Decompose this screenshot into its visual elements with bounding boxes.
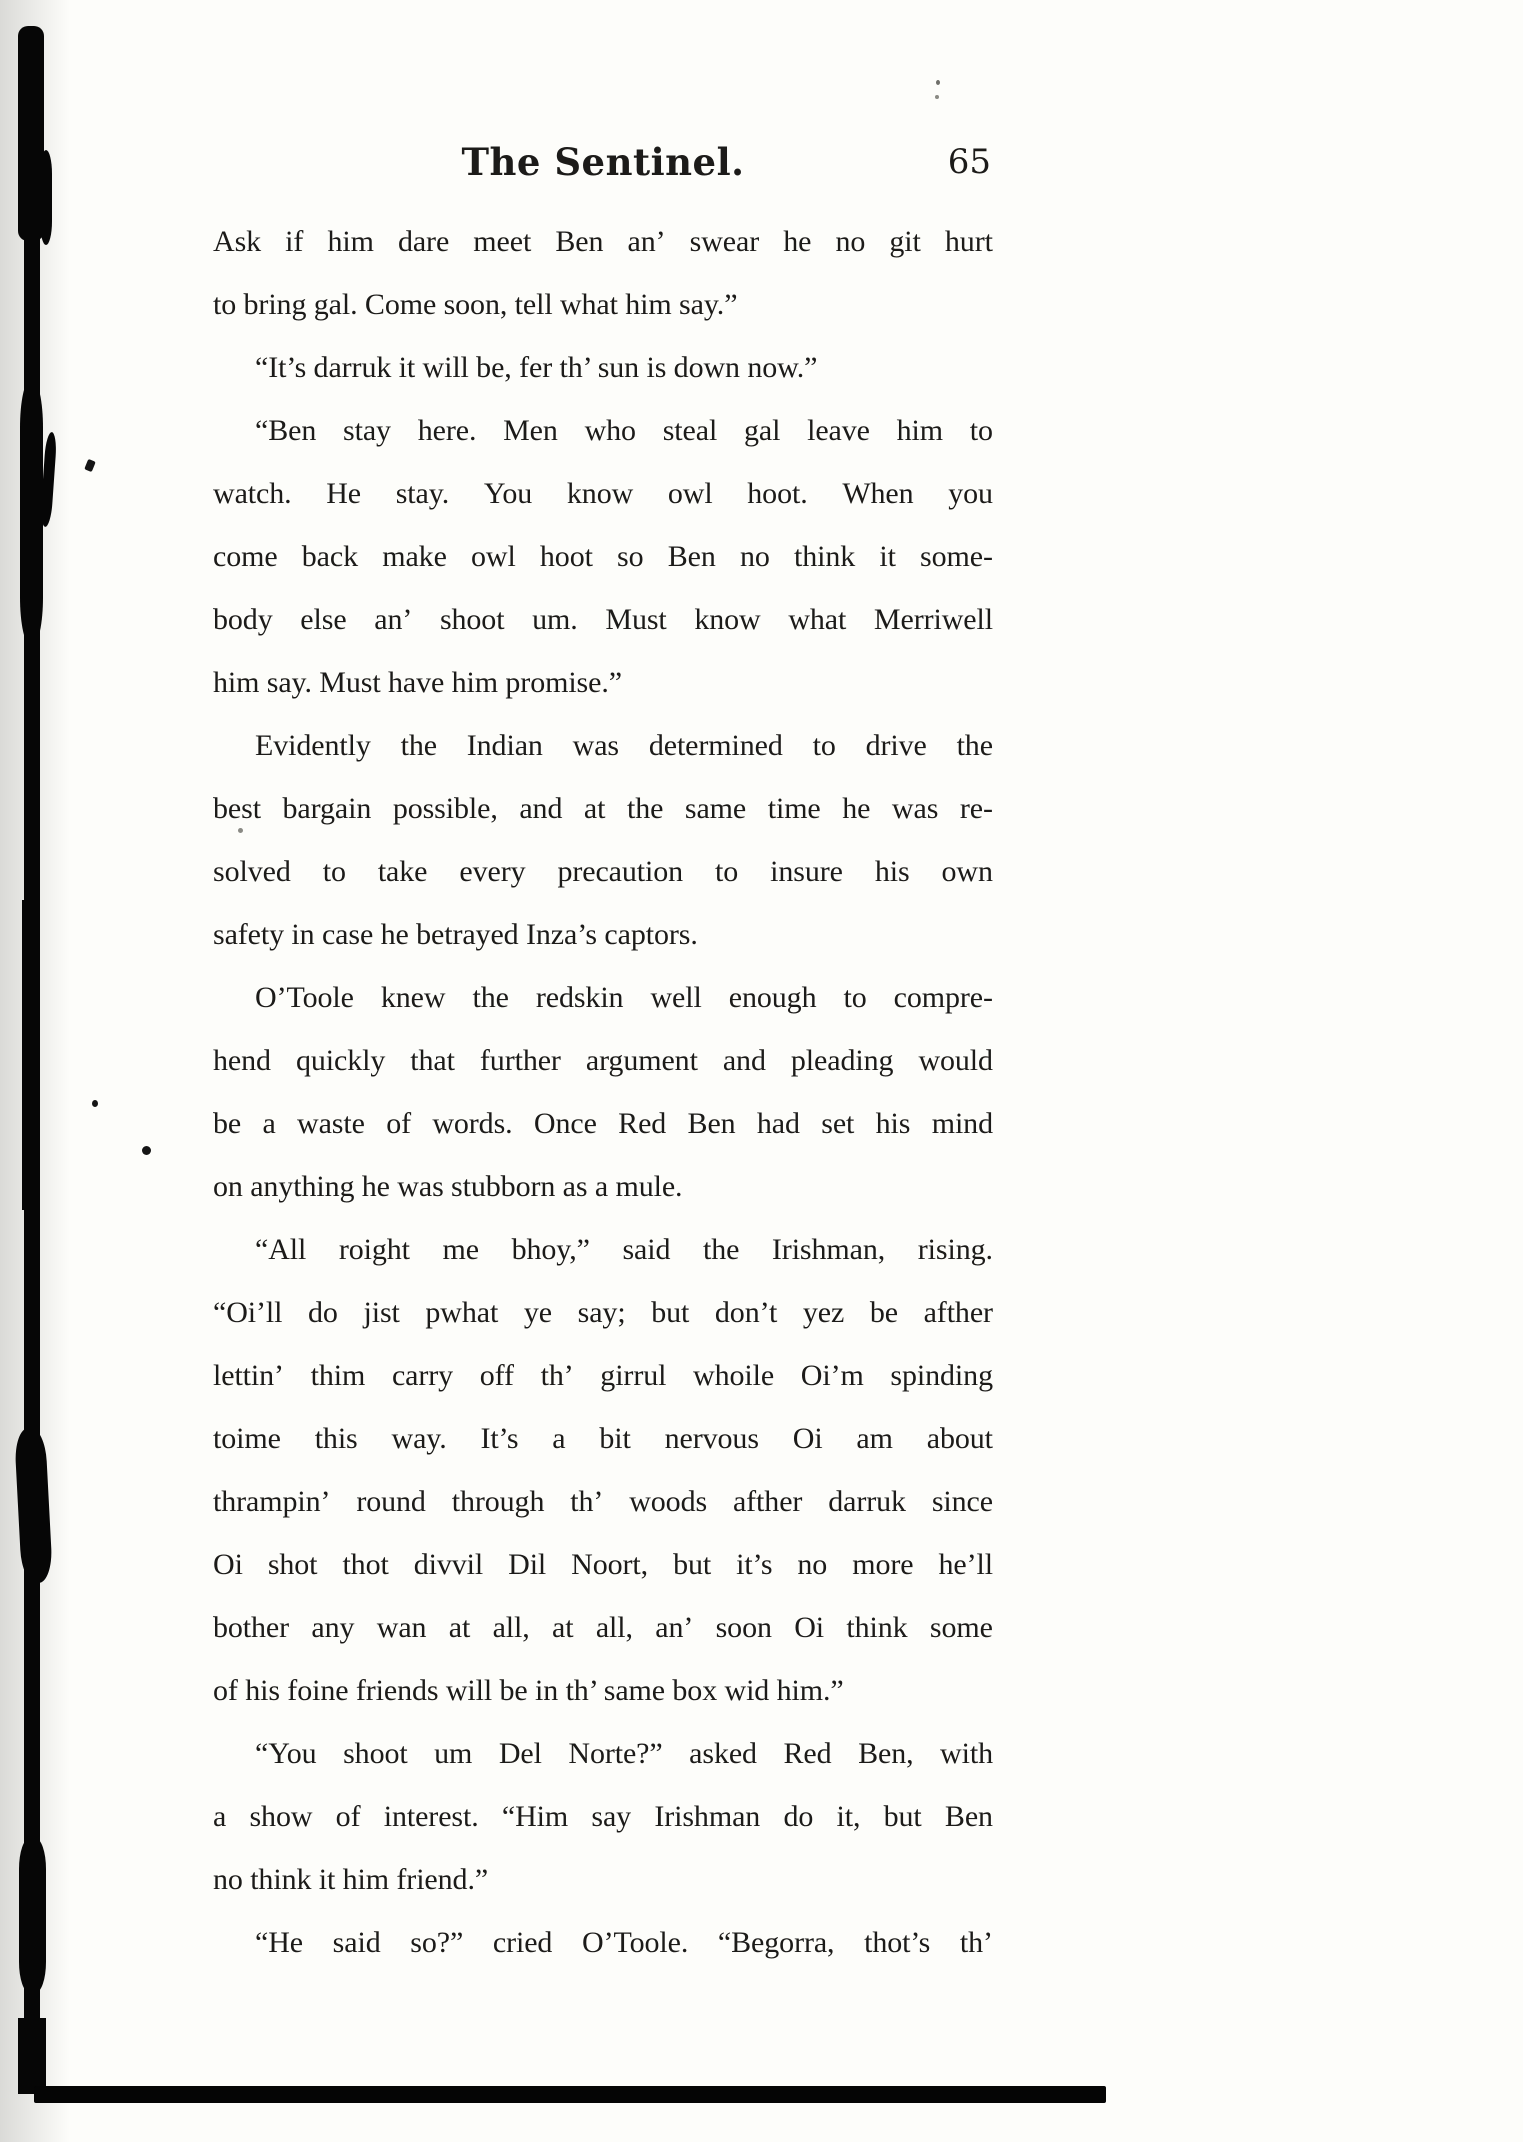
text-word: a: [213, 1800, 227, 1833]
text-word: drive: [865, 729, 927, 762]
scan-ink-blob: [20, 380, 43, 645]
scan-ink-strip: [22, 900, 36, 1210]
text-word: to: [715, 855, 739, 888]
text-word: say: [591, 1800, 632, 1833]
text-word: shot: [267, 1548, 318, 1581]
text-word: Ben: [667, 540, 716, 573]
text-word: argument: [585, 1044, 698, 1077]
text-word: some-: [920, 540, 993, 573]
text-word: you: [948, 477, 993, 510]
text-word: shoot: [439, 603, 505, 636]
text-line: [213, 1533, 993, 1596]
text-word: um: [434, 1737, 473, 1770]
text-word: but: [673, 1548, 712, 1581]
text-word: thrampin’: [213, 1485, 331, 1518]
text-word: He: [326, 477, 362, 510]
paragraph: [213, 336, 993, 399]
text-word: was: [891, 792, 939, 825]
text-word: interest.: [383, 1800, 479, 1833]
text-word: since: [931, 1485, 993, 1518]
text-word: meet: [473, 225, 532, 258]
paragraph: [213, 1911, 993, 1974]
text-word: make: [382, 540, 447, 573]
text-word: he’ll: [938, 1548, 993, 1581]
text-line: [213, 777, 993, 840]
text-word: Norte?”: [568, 1737, 663, 1770]
text-word: it’s: [736, 1548, 773, 1581]
text-word: hoot: [539, 540, 593, 573]
text-word: hoot.: [747, 477, 808, 510]
text-word: that: [410, 1044, 455, 1077]
text-word: way.: [391, 1422, 447, 1455]
text-word: th’: [570, 1485, 604, 1518]
text-word: pwhat: [425, 1296, 499, 1329]
text-word: compre-: [893, 981, 993, 1014]
text-word: words.: [432, 1107, 513, 1140]
text-word: at: [552, 1611, 574, 1644]
text-word: cried: [492, 1926, 553, 1959]
text-word: say;: [577, 1296, 626, 1329]
text-word: insure: [770, 855, 843, 888]
text-word: bhoy,”: [511, 1233, 590, 1266]
text-word: It’s: [480, 1422, 519, 1455]
text-word: You: [483, 477, 533, 510]
text-word: hend: [213, 1044, 271, 1077]
text-word: the: [400, 729, 437, 762]
text-word: so: [617, 540, 644, 573]
text-line: safety in case he betrayed Inza’s captors.: [213, 918, 698, 951]
paragraph: [213, 1722, 993, 1911]
text-word: it: [879, 540, 896, 573]
text-word: enough: [728, 981, 817, 1014]
text-line: to bring gal. Come soon, tell what him say.”: [213, 288, 738, 321]
text-word: what: [788, 603, 847, 636]
text-word: a: [552, 1422, 566, 1455]
text-word: if: [285, 225, 304, 258]
text-word: to: [322, 855, 346, 888]
scan-speck: [935, 95, 939, 99]
text-word: to: [969, 414, 993, 447]
text-word: Evidently: [255, 729, 371, 762]
text-word: the: [472, 981, 509, 1014]
text-word: roight: [338, 1233, 410, 1266]
text-word: jist: [363, 1296, 400, 1329]
text-word: whoile: [693, 1359, 775, 1392]
text-word: the: [956, 729, 993, 762]
text-word: set: [821, 1107, 855, 1140]
text-word: woods: [629, 1485, 708, 1518]
text-word: Ben,: [858, 1737, 914, 1770]
text-word: stay: [343, 414, 391, 447]
text-word: his: [874, 855, 910, 888]
text-word: toime: [213, 1422, 281, 1455]
text-word: all,: [595, 1611, 633, 1644]
text-word: afther: [923, 1296, 993, 1329]
text-word: own: [941, 855, 993, 888]
text-word: Ben: [555, 225, 604, 258]
text-word: mind: [931, 1107, 993, 1140]
text-line: on anything he was stubborn as a mule.: [213, 1170, 683, 1203]
text-word: an’: [627, 225, 666, 258]
text-word: th’: [959, 1926, 993, 1959]
text-word: and: [519, 792, 563, 825]
text-word: “Him: [501, 1800, 569, 1833]
text-word: gal: [743, 414, 781, 447]
text-word: asked: [689, 1737, 757, 1770]
text-word: no: [739, 540, 770, 573]
text-line: [213, 1218, 993, 1281]
paragraph: [213, 210, 993, 336]
text-word: “Oi’ll: [213, 1296, 283, 1329]
text-word: he: [783, 225, 812, 258]
scan-ink-blob: [19, 1838, 46, 1993]
text-line: [213, 1785, 993, 1848]
text-word: an’: [374, 603, 413, 636]
scan-speck: [142, 1146, 151, 1155]
text-word: “You: [255, 1737, 317, 1770]
text-word: am: [856, 1422, 893, 1455]
text-word: stay.: [395, 477, 450, 510]
text-word: said: [332, 1926, 381, 1959]
text-word: thot: [342, 1548, 389, 1581]
text-word: him: [896, 414, 944, 447]
text-word: think: [793, 540, 856, 573]
text-word: and: [722, 1044, 766, 1077]
text-line: [213, 399, 993, 462]
text-word: thim: [310, 1359, 366, 1392]
text-word: bargain: [282, 792, 372, 825]
text-word: a: [262, 1107, 276, 1140]
text-word: git: [889, 225, 921, 258]
text-word: owl: [471, 540, 516, 573]
text-word: about: [926, 1422, 993, 1455]
paragraph: [213, 714, 993, 966]
text-word: girrul: [600, 1359, 667, 1392]
scan-ink-blob: [40, 150, 52, 245]
text-word: afther: [732, 1485, 803, 1518]
text-line: [213, 1407, 993, 1470]
text-word: precaution: [557, 855, 684, 888]
text-word: but: [883, 1800, 922, 1833]
text-word: at: [583, 792, 606, 825]
text-word: Men: [503, 414, 558, 447]
text-word: no: [835, 225, 866, 258]
text-line: [213, 966, 993, 1029]
text-word: “Ben: [255, 414, 317, 447]
text-word: owl: [667, 477, 713, 510]
text-line: [213, 462, 993, 525]
text-word: some: [929, 1611, 993, 1644]
text-word: lettin’: [213, 1359, 284, 1392]
text-word: re-: [959, 792, 993, 825]
scan-speck: [84, 459, 96, 472]
page-header: [213, 138, 993, 202]
text-word: back: [301, 540, 359, 573]
text-word: so?”: [410, 1926, 464, 1959]
text-word: with: [940, 1737, 993, 1770]
text-word: rising.: [917, 1233, 993, 1266]
page-title: The Sentinel.: [461, 140, 745, 184]
text-word: but: [651, 1296, 690, 1329]
text-line: [213, 1722, 993, 1785]
text-word: wan: [376, 1611, 427, 1644]
text-word: here.: [417, 414, 477, 447]
text-word: Oi: [792, 1422, 823, 1455]
text-word: redskin: [535, 981, 624, 1014]
text-word: steal: [662, 414, 718, 447]
text-word: “All: [255, 1233, 307, 1266]
text-word: Red: [618, 1107, 667, 1140]
text-word: know: [694, 603, 761, 636]
text-word: leave: [807, 414, 870, 447]
text-word: do: [308, 1296, 338, 1329]
text-word: bit: [599, 1422, 631, 1455]
text-word: Merriwell: [873, 603, 993, 636]
text-word: an’: [655, 1611, 694, 1644]
text-word: pleading: [790, 1044, 894, 1077]
text-line: [213, 588, 993, 651]
text-word: he: [842, 792, 871, 825]
scan-speck: [936, 80, 940, 85]
text-word: all,: [492, 1611, 530, 1644]
text-word: spinding: [890, 1359, 993, 1392]
scan-bottom-bar: [34, 2086, 1106, 2103]
text-word: waste: [297, 1107, 365, 1140]
text-word: determined: [648, 729, 783, 762]
text-word: dare: [397, 225, 450, 258]
text-word: be: [869, 1296, 898, 1329]
text-line: “It’s darruk it will be, fer th’ sun is down now.”: [255, 351, 818, 384]
text-word: Oi: [213, 1548, 243, 1581]
text-word: any: [311, 1611, 355, 1644]
text-word: would: [918, 1044, 993, 1077]
text-word: think: [846, 1611, 908, 1644]
text-word: Oi’m: [800, 1359, 864, 1392]
text-word: take: [377, 855, 428, 888]
text-word: solved: [213, 855, 291, 888]
text-line: [213, 1029, 993, 1092]
text-word: do: [783, 1800, 814, 1833]
text-word: carry: [391, 1359, 454, 1392]
text-word: hurt: [944, 225, 993, 258]
text-word: this: [314, 1422, 358, 1455]
paragraph: [213, 1218, 993, 1722]
text-word: Irishman,: [771, 1233, 886, 1266]
text-word: um.: [532, 603, 578, 636]
text-line: [213, 1596, 993, 1659]
text-word: thot’s: [864, 1926, 931, 1959]
text-line: [213, 714, 993, 777]
text-word: his: [875, 1107, 911, 1140]
text-word: ye: [523, 1296, 552, 1329]
text-word: best: [213, 792, 261, 825]
text-word: Irishman: [654, 1800, 761, 1833]
text-word: Must: [605, 603, 667, 636]
text-word: don’t: [714, 1296, 778, 1329]
text-word: to: [843, 981, 867, 1014]
text-word: through: [451, 1485, 545, 1518]
text-word: me: [442, 1233, 479, 1266]
text-word: of: [386, 1107, 411, 1140]
text-word: who: [584, 414, 636, 447]
text-word: come: [213, 540, 278, 573]
text-word: When: [842, 477, 914, 510]
text-word: at: [448, 1611, 471, 1644]
text-word: Ben: [687, 1107, 736, 1140]
text-word: yez: [802, 1296, 845, 1329]
text-word: show: [249, 1800, 313, 1833]
text-line: [213, 840, 993, 903]
text-word: well: [650, 981, 702, 1014]
text-word: same: [684, 792, 747, 825]
text-word: Del: [498, 1737, 542, 1770]
text-line: no think it him friend.”: [213, 1863, 489, 1896]
text-word: off: [479, 1359, 514, 1392]
text-line: of his foine friends will be in th’ same box wid him.”: [213, 1674, 844, 1707]
text-line: [213, 1281, 993, 1344]
text-word: “He: [255, 1926, 303, 1959]
text-word: to: [812, 729, 836, 762]
paragraph: [213, 399, 993, 714]
text-word: nervous: [664, 1422, 759, 1455]
text-line: [213, 1470, 993, 1533]
text-word: Oi: [794, 1611, 825, 1644]
text-word: had: [756, 1107, 800, 1140]
page-number: 65: [947, 142, 991, 182]
text-word: of: [335, 1800, 361, 1833]
page-body: [213, 138, 993, 1974]
text-word: quickly: [295, 1044, 386, 1077]
text-word: O’Toole.: [582, 1926, 689, 1959]
text-line: [213, 1344, 993, 1407]
text-word: no: [797, 1548, 828, 1581]
scan-speck: [92, 1100, 98, 1107]
text-word: body: [213, 603, 273, 636]
text-word: swear: [689, 225, 760, 258]
text-word: Dil: [508, 1548, 547, 1581]
text-word: Once: [533, 1107, 597, 1140]
text-word: O’Toole: [255, 981, 354, 1014]
text-word: Ben: [944, 1800, 993, 1833]
text-word: soon: [715, 1611, 772, 1644]
text-word: further: [479, 1044, 561, 1077]
text-word: shoot: [343, 1737, 408, 1770]
text-word: it,: [836, 1800, 861, 1833]
text-word: Red: [783, 1737, 832, 1770]
text-line: [213, 525, 993, 588]
text-word: knew: [380, 981, 446, 1014]
text-word: possible,: [392, 792, 498, 825]
scan-ink-blob: [18, 2018, 46, 2094]
text-word: Ask: [213, 225, 262, 258]
text-word: said: [622, 1233, 671, 1266]
text-word: watch.: [213, 477, 292, 510]
text-word: know: [566, 477, 634, 510]
text-line: [213, 1911, 993, 1974]
text-line: [213, 1092, 993, 1155]
text-word: the: [626, 792, 664, 825]
text-word: Indian: [466, 729, 543, 762]
text-word: be: [213, 1107, 242, 1140]
scan-ink-blob: [14, 1427, 53, 1583]
text-word: every: [459, 855, 526, 888]
text-word: else: [300, 603, 347, 636]
paragraph: [213, 966, 993, 1218]
text-word: time: [767, 792, 821, 825]
text-word: was: [572, 729, 619, 762]
text-word: divvil: [413, 1548, 484, 1581]
text-block: [213, 210, 993, 1974]
text-word: round: [356, 1485, 426, 1518]
text-word: the: [702, 1233, 740, 1266]
text-line: him say. Must have him promise.”: [213, 666, 622, 699]
text-word: him: [327, 225, 374, 258]
text-line: [213, 210, 993, 273]
text-word: th’: [540, 1359, 574, 1392]
text-word: bother: [213, 1611, 290, 1644]
text-word: darruk: [828, 1485, 906, 1518]
text-word: Noort,: [571, 1548, 649, 1581]
text-word: more: [852, 1548, 914, 1581]
text-word: “Begorra,: [717, 1926, 835, 1959]
